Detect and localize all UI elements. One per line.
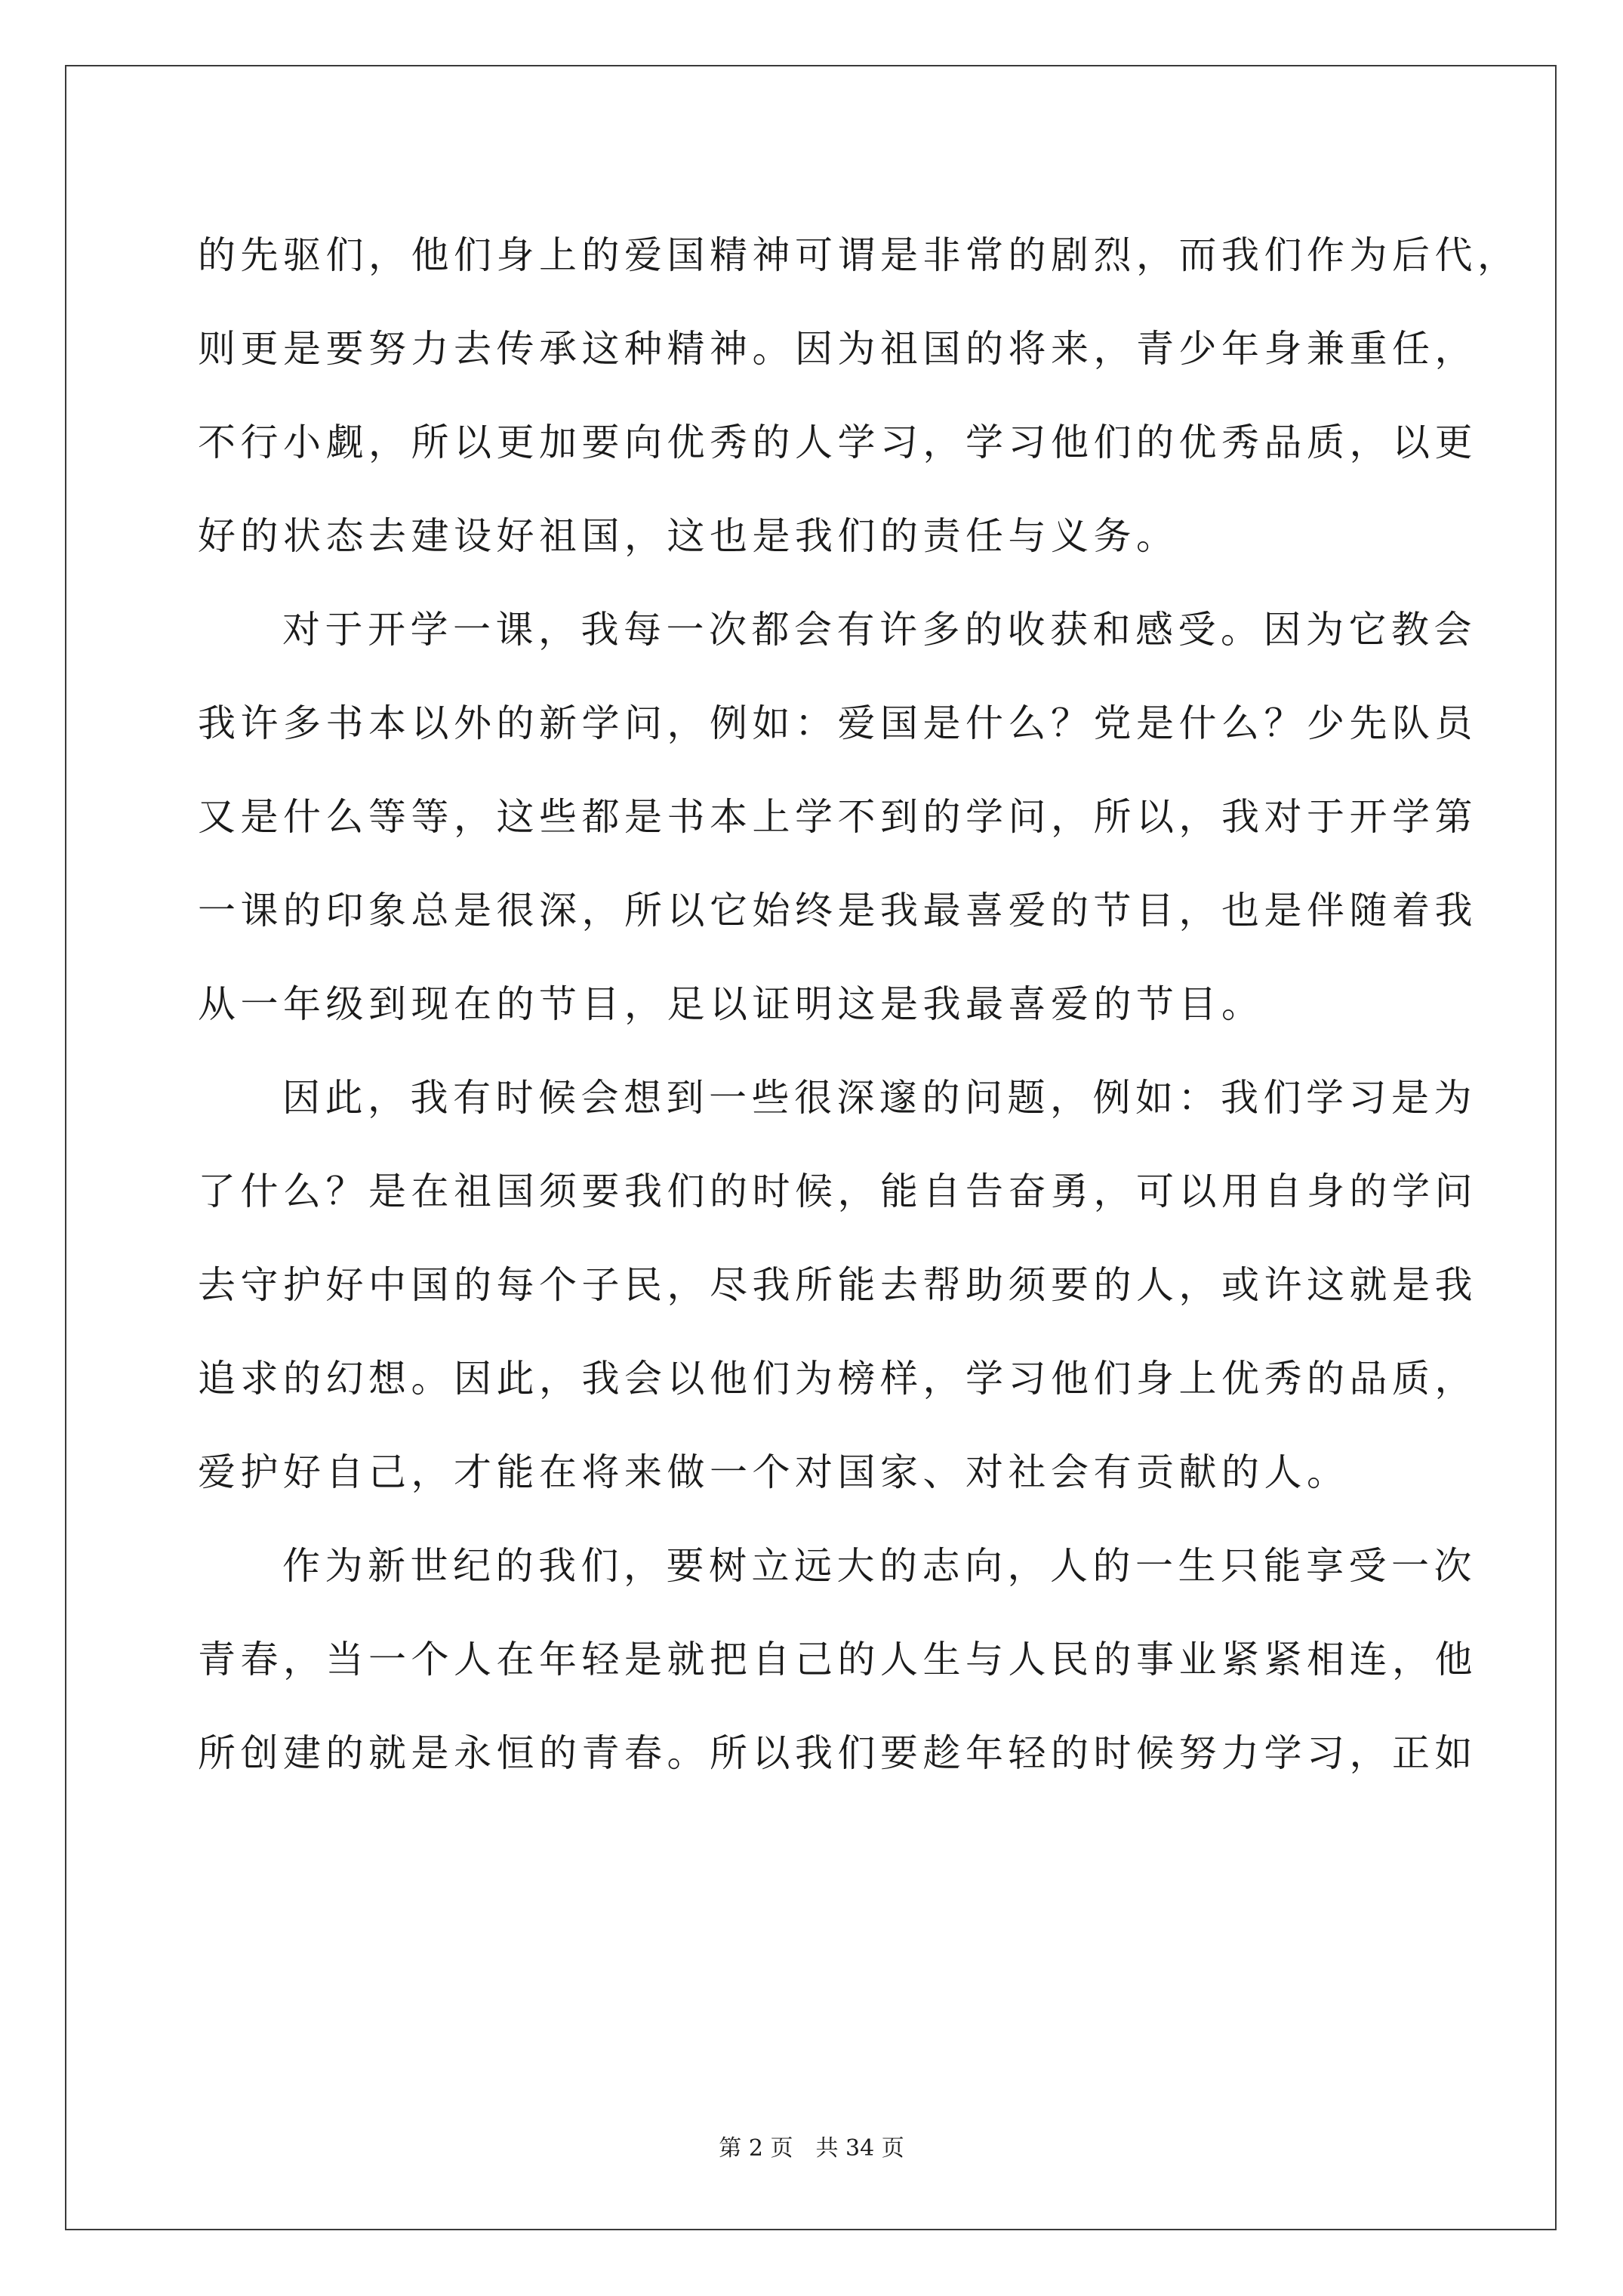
paragraph-2: [198, 583, 1477, 1051]
text-line: 因此，我有时候会想到一些很深邃的问题，例如：我们学习是为: [282, 1076, 1477, 1120]
text-line: 所创建的就是永恒的青春。所以我们要趁年轻的时候努力学习，正如: [198, 1731, 1477, 1775]
paragraph-4: [198, 1519, 1477, 1800]
text-line: 我许多书本以外的新学问，例如：爱国是什么？党是什么？少先队员: [198, 701, 1477, 745]
paragraph-1: [198, 208, 1520, 583]
page-footer: [0, 2134, 1623, 2164]
text-line: 青春，当一个人在年轻是就把自己的人生与人民的事业紧紧相连，他: [198, 1638, 1477, 1681]
text-line: 从一年级到现在的节目，足以证明这是我最喜爱的节目。: [198, 982, 1264, 1026]
text-line: 不行小觑，所以更加要向优秀的人学习，学习他们的优秀品质，以更: [198, 421, 1477, 464]
paragraph-3: [198, 1051, 1477, 1519]
text-line: 的先驱们，他们身上的爱国精神可谓是非常的剧烈，而我们作为后代，: [198, 233, 1520, 277]
document-body: [198, 208, 1520, 1800]
page-number: 第 2 页: [719, 2135, 793, 2162]
text-line: 又是什么等等，这些都是书本上学不到的学问，所以，我对于开学第: [198, 795, 1477, 839]
text-line: 爱护好自己，才能在将来做一个对国家、对社会有贡献的人。: [198, 1450, 1350, 1494]
text-line: 去守护好中国的每个子民，尽我所能去帮助须要的人，或许这就是我: [198, 1263, 1477, 1307]
text-line: 好的状态去建设好祖国，这也是我们的责任与义务。: [198, 514, 1179, 558]
page-total: 共 34 页: [815, 2135, 904, 2162]
text-line: 了什么？是在祖国须要我们的时候，能自告奋勇，可以用自身的学问: [198, 1170, 1477, 1213]
text-line: 对于开学一课，我每一次都会有许多的收获和感受。因为它教会: [282, 608, 1477, 652]
text-line: 则更是要努力去传承这种精神。因为祖国的将来，青少年身兼重任，: [198, 327, 1477, 371]
text-line: 追求的幻想。因此，我会以他们为榜样，学习他们身上优秀的品质，: [198, 1357, 1477, 1401]
text-line: 作为新世纪的我们，要树立远大的志向，人的一生只能享受一次: [282, 1544, 1477, 1588]
text-line: 一课的印象总是很深，所以它始终是我最喜爱的节目，也是伴随着我: [198, 889, 1477, 932]
